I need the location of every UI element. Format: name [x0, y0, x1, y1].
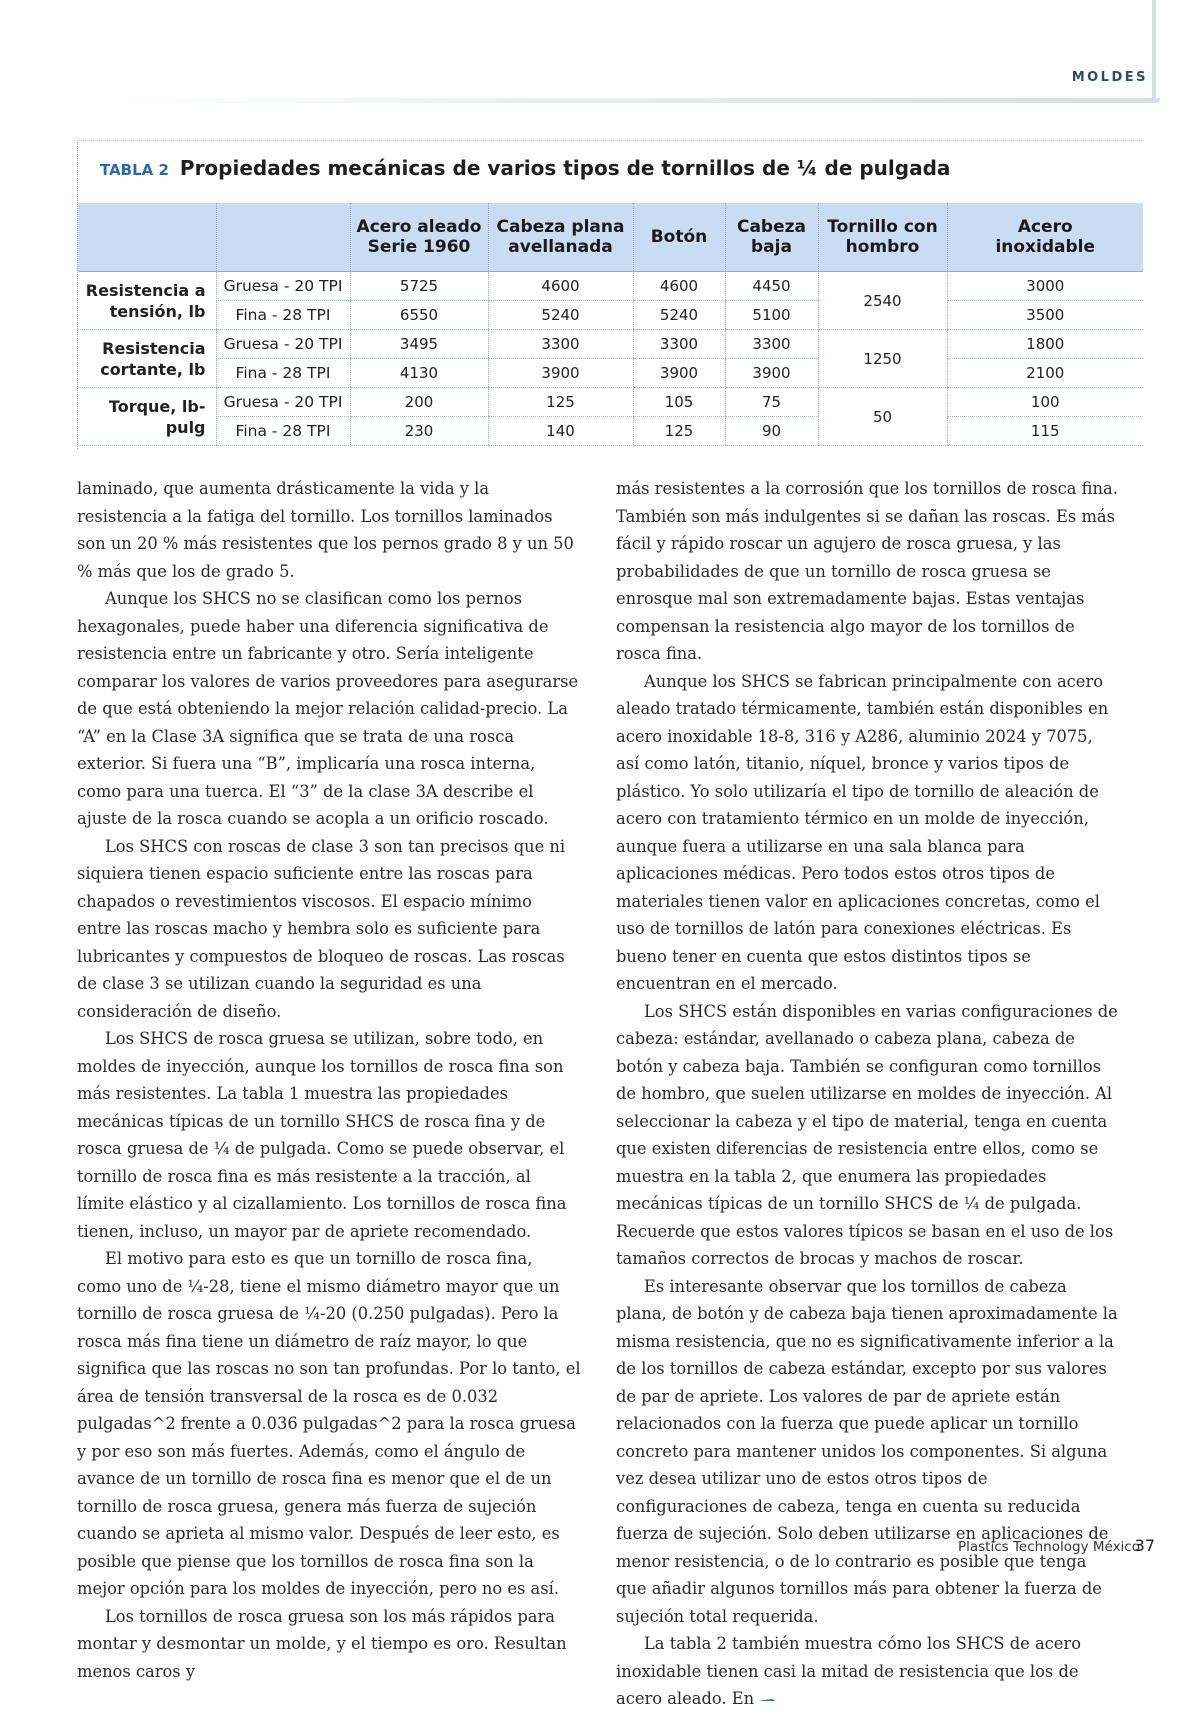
value-cell: 3900 — [633, 359, 725, 388]
value-cell: 200 — [350, 388, 488, 417]
paragraph: Los SHCS con roscas de clase 3 son tan precisos que ni siquiera tienen espacio suficiente entre las roscas para chapados o revestimientos viscosos. El espacio mínimo entre las roscas macho y hembra solo es suficiente para lubricantes y compuestos de bloqueo de roscas. Las roscas de clase 3 se utilizan cuando la seguridad es una consideración de diseño. — [77, 836, 566, 1021]
value-cell: 5725 — [350, 272, 488, 301]
value-cell: 3900 — [488, 359, 633, 388]
page-number: 37 — [1134, 1536, 1155, 1555]
paragraph-text: La tabla 2 también muestra cómo los SHCS de acero inoxidable tienen casi la mitad de resistencia que los de acero aleado. En — [616, 1634, 1082, 1708]
col-header-cabeza-plana: Cabeza plana avellanada — [488, 203, 633, 272]
mechanical-properties-table — [78, 203, 1143, 446]
paragraph: Aunque los SHCS no se clasifican como los pernos hexagonales, puede haber una diferencia significativa de resistencia entre un fabricante y otro. Sería inteligente comparar los valores de varios proveedores para asegurarse de que está obteniendo la mejor relación calidad-precio. La “A” en la Clase 3A significa que se trata de una rosca exterior. Si fuera una “B”, implicaría una rosca interna, como para una tuerca. El “3” de la clase 3A describe el ajuste de la rosca cuando se acopla a un orificio roscado. — [77, 589, 579, 828]
value-cell: 3300 — [633, 330, 725, 359]
value-cell: 115 — [947, 417, 1143, 446]
paragraph: El motivo para esto es que un tornillo de rosca fina, como uno de ¼-28, tiene el mismo diámetro mayor que un tornillo de rosca gruesa de ¼-20 (0.250 pulgadas). Pero la rosca más fina tiene un diámetro de raíz mayor, lo que significa que las roscas no son tan profundas. Por lo tanto, el área de tensión transversal de la rosca es de 0.032 pulgadas^2 frente a 0.036 pulgadas^2 para la rosca gruesa y por eso son más fuertes. Además, como el ángulo de avance de un tornillo de rosca fina es menor que el de un tornillo de rosca gruesa, genera más fuerza de sujeción cuando se aprieta al mismo valor. Después de leer esto, es posible que piense que los tornillos de rosca fina son la mejor opción para los moldes de inyección, pero no es así. — [77, 1249, 581, 1598]
paragraph — [616, 1630, 1120, 1713]
table-title-text: Propiedades mecánicas de varios tipos de tornillos de ¼ de pulgada — [179, 156, 951, 180]
col-header-boton: Botón — [633, 203, 725, 272]
paragraph: Los SHCS están disponibles en varias configuraciones de cabeza: estándar, avellanado o cabeza plana, cabeza de botón y cabeza baja. También se configuran como tornillos de hombro, que suelen utilizarse en moldes de inyección. Al seleccionar la cabeza y el tipo de material, tenga en cuenta que existen diferencias de resistencia entre ellos, como se muestra en la tabla 2, que enumera las propiedades mecánicas típicas de un tornillo SHCS de ¼ de pulgada. Recuerde que estos valores típicos se basan en el uso de los tamaños correctos de brocas y machos de roscar. — [616, 1001, 1118, 1268]
table-row — [78, 272, 1143, 301]
col-header-tornillo-hombro: Tornillo con hombro — [818, 203, 947, 272]
value-cell: 4600 — [488, 272, 633, 301]
value-cell: 1800 — [947, 330, 1143, 359]
table-row — [78, 417, 1143, 446]
hombro-value-cell: 1250 — [818, 330, 947, 388]
paragraph: más resistentes a la corrosión que los tornillos de rosca fina. También son más indulgentes si se dañan las roscas. Es más fácil y rápido roscar un agujero de rosca gruesa, y las probabilidades de que un tornillo de rosca gruesa se enrosque mal son extremadamente bajas. Estas ventajas compensan la resistencia algo mayor de los tornillos de rosca fina. — [616, 479, 1118, 663]
value-cell: 100 — [947, 388, 1143, 417]
value-cell: 75 — [725, 388, 818, 417]
value-cell: 230 — [350, 417, 488, 446]
section-label: MOLDES — [1071, 70, 1148, 85]
col-header-acero-aleado: Acero aleado Serie 1960 — [350, 203, 488, 272]
header-rule — [120, 98, 1160, 103]
body-column-right — [616, 475, 1120, 1713]
table-row — [78, 359, 1143, 388]
value-cell: 2100 — [947, 359, 1143, 388]
value-cell: 125 — [633, 417, 725, 446]
col-header-acero-inoxidable: Acero inoxidable — [947, 203, 1143, 272]
property-label-tension: Resistencia a tensión, lb — [78, 272, 216, 330]
thread-cell: Gruesa - 20 TPI — [216, 272, 350, 301]
table-row — [78, 388, 1143, 417]
value-cell: 5240 — [633, 301, 725, 330]
table-header-row — [78, 203, 1143, 272]
value-cell: 3300 — [725, 330, 818, 359]
paragraph: Los tornillos de rosca gruesa son los más rápidos para montar y desmontar un molde, y el tiempo es oro. Resultan menos caros y — [77, 1606, 567, 1681]
continue-arrow-icon — [758, 1696, 776, 1704]
thread-cell: Fina - 28 TPI — [216, 359, 350, 388]
value-cell: 3500 — [947, 301, 1143, 330]
thread-cell: Fina - 28 TPI — [216, 417, 350, 446]
value-cell: 3000 — [947, 272, 1143, 301]
value-cell: 3900 — [725, 359, 818, 388]
thread-cell: Gruesa - 20 TPI — [216, 330, 350, 359]
property-label-cortante: Resistencia cortante, lb — [78, 330, 216, 388]
hombro-value-cell: 50 — [818, 388, 947, 446]
table-title — [100, 156, 950, 180]
thread-cell: Fina - 28 TPI — [216, 301, 350, 330]
value-cell: 5100 — [725, 301, 818, 330]
value-cell: 4600 — [633, 272, 725, 301]
thread-cell: Gruesa - 20 TPI — [216, 388, 350, 417]
value-cell: 4130 — [350, 359, 488, 388]
table-row — [78, 330, 1143, 359]
table-label: TABLA 2 — [100, 161, 169, 179]
property-label-torque: Torque, lb-pulg — [78, 388, 216, 446]
value-cell: 4450 — [725, 272, 818, 301]
header-corner-rule — [1152, 0, 1156, 103]
paragraph: laminado, que aumenta drásticamente la vida y la resistencia a la fatiga del tornillo. Los tornillos laminados son un 20 % más resistentes que los pernos grado 8 y un 50 % más que los de grado 5. — [77, 479, 574, 581]
paragraph: Es interesante observar que los tornillos de cabeza plana, de botón y de cabeza baja tienen aproximadamente la misma resistencia, que no es significativamente inferior a la de los tornillos de cabeza estándar, excepto por sus valores de par de apriete. Los valores de par de apriete están relacionados con la fuerza que puede aplicar un tornillo concreto para mantener unidos los componentes. Si alguna vez desea utilizar uno de estos otros tipos de configuraciones de cabeza, tenga en cuenta su reducida fuerza de sujeción. Solo deben utilizarse en aplicaciones de menor resistencia, o de lo contrario es posible que tenga que añadir algunos tornillos más para obtener la fuerza de sujeción total requerida. — [616, 1276, 1118, 1626]
value-cell: 125 — [488, 388, 633, 417]
header-empty-cell — [216, 203, 350, 272]
table-row — [78, 301, 1143, 330]
publication-name: Plastics Technology México — [957, 1539, 1140, 1555]
value-cell: 140 — [488, 417, 633, 446]
col-header-cabeza-baja: Cabeza baja — [725, 203, 818, 272]
value-cell: 3300 — [488, 330, 633, 359]
value-cell: 5240 — [488, 301, 633, 330]
value-cell: 3495 — [350, 330, 488, 359]
hombro-value-cell: 2540 — [818, 272, 947, 330]
body-column-left — [77, 475, 581, 1685]
header-empty-cell — [78, 203, 216, 272]
value-cell: 90 — [725, 417, 818, 446]
value-cell: 6550 — [350, 301, 488, 330]
value-cell: 105 — [633, 388, 725, 417]
paragraph: Aunque los SHCS se fabrican principalmente con acero aleado tratado térmicamente, también están disponibles en acero inoxidable 18-8, 316 y A286, aluminio 2024 y 7075, así como latón, titanio, níquel, bronce y varios tipos de plástico. Yo solo utilizaría el tipo de tornillo de aleación de acero con tratamiento térmico en un molde de inyección, aunque fuera a utilizarse en una sala blanca para aplicaciones médicas. Pero todos estos otros tipos de materiales tienen valor en aplicaciones concretas, como el uso de tornillos de latón para conexiones eléctricas. Es bueno tener en cuenta que estos distintos tipos se encuentran en el mercado. — [616, 671, 1109, 993]
paragraph: Los SHCS de rosca gruesa se utilizan, sobre todo, en moldes de inyección, aunque los tornillos de rosca fina son más resistentes. La tabla 1 muestra las propiedades mecánicas típicas de un tornillo SHCS de rosca fina y de rosca gruesa de ¼ de pulgada. Como se puede observar, el tornillo de rosca fina es más resistente a la tracción, al límite elástico y al cizallamiento. Los tornillos de rosca fina tienen, incluso, un mayor par de apriete recomendado. — [77, 1029, 567, 1241]
